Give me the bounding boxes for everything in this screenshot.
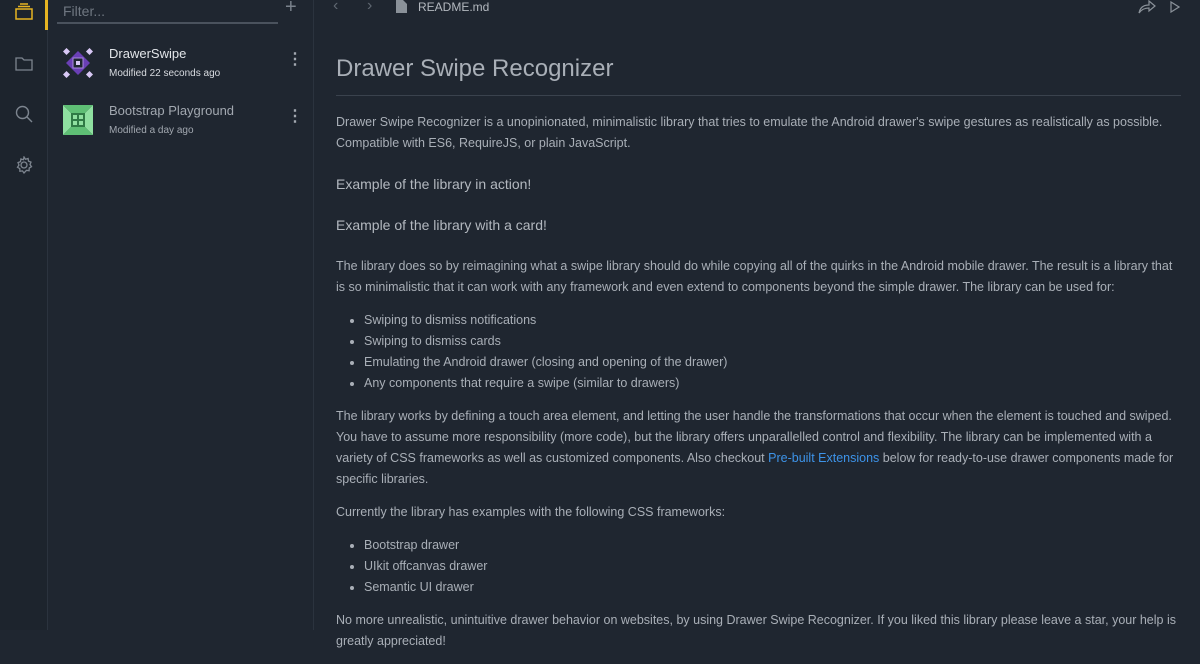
more-options-icon[interactable]: ⋮ bbox=[287, 51, 303, 68]
editor-toolbar bbox=[315, 0, 1200, 18]
activity-rail bbox=[0, 0, 48, 630]
share-icon[interactable] bbox=[1138, 0, 1156, 14]
folder-icon[interactable] bbox=[12, 51, 36, 75]
list-item[interactable] bbox=[49, 44, 314, 96]
project-modified: Modified a day ago bbox=[109, 125, 194, 136]
list-item: • Semantic UI drawer bbox=[364, 577, 1181, 598]
run-icon[interactable] bbox=[1170, 1, 1180, 13]
project-thumbnail bbox=[63, 48, 93, 78]
list-item[interactable] bbox=[49, 101, 314, 153]
file-icon bbox=[396, 0, 407, 13]
list-item: • Any components that require a swipe (similar to drawers) bbox=[364, 373, 1181, 394]
stack-icon[interactable] bbox=[12, 0, 36, 24]
list-item: • Bootstrap drawer bbox=[364, 535, 1181, 556]
example-card-heading: Example of the library with a card! bbox=[336, 217, 547, 233]
list-item: • Swiping to dismiss cards bbox=[364, 331, 1181, 352]
active-indicator bbox=[45, 0, 48, 30]
description-paragraph: The library does so by reimagining what a swipe library should do while copying all of the quirks in the Android mobile drawer. The result is a library that is so minimalistic that it can work with any framework and even extend to components beyond the simple drawer. The library can be used for: bbox=[336, 259, 1173, 294]
text: The library works by defining a touch area element, and letting the user handle the transformations that occur when the element is touched and swiped. You have to assume more responsibility (more code), but the library offers unparallelled control and flexibility. The library can be implemented with a variety of CSS frameworks as well as customized components. Also checkout bbox=[336, 409, 1172, 465]
page-title: Drawer Swipe Recognizer bbox=[336, 55, 1181, 96]
list-item: • UIkit offcanvas drawer bbox=[364, 556, 1181, 577]
frameworks-paragraph: Currently the library has examples with the following CSS frameworks: bbox=[336, 505, 726, 519]
back-icon[interactable]: ‹ bbox=[333, 0, 339, 14]
file-name: README.md bbox=[418, 0, 490, 14]
project-name: DrawerSwipe bbox=[109, 46, 187, 61]
frameworks-list bbox=[364, 535, 1181, 598]
uses-list bbox=[364, 310, 1181, 394]
closing-paragraph: No more unrealistic, unintuitive drawer behavior on websites, by using Drawer Swipe Recognizer. If you liked this library please leave a star, your help is greatly appreciated! bbox=[336, 613, 1176, 648]
how-it-works-paragraph bbox=[336, 406, 1181, 490]
example-heading: Example of the library in action! bbox=[336, 176, 532, 192]
forward-icon[interactable]: › bbox=[367, 0, 373, 14]
project-name: Bootstrap Playground bbox=[109, 103, 235, 118]
markdown-preview bbox=[336, 55, 1181, 664]
gear-icon[interactable] bbox=[12, 153, 36, 177]
intro-paragraph: Drawer Swipe Recognizer is a unopinionated, minimalistic library that tries to emulate the Android drawer's swipe gestures as realistically as possible. Compatible with ES6, RequireJS, or plain JavaScript. bbox=[336, 115, 1163, 150]
project-thumbnail bbox=[63, 105, 93, 135]
project-modified: Modified 22 seconds ago bbox=[109, 68, 221, 79]
text: below for ready-to-use drawer components made for specific libraries. bbox=[336, 451, 1174, 486]
list-item: • Emulating the Android drawer (closing and opening of the drawer) bbox=[364, 352, 1181, 373]
more-options-icon[interactable]: ⋮ bbox=[287, 108, 303, 125]
filter-input[interactable] bbox=[57, 0, 278, 24]
extensions-link[interactable]: Pre-built Extensions bbox=[768, 451, 880, 465]
list-item: • Swiping to dismiss notifications bbox=[364, 310, 1181, 331]
search-icon[interactable] bbox=[12, 102, 36, 126]
project-list bbox=[49, 0, 314, 630]
add-project-button[interactable]: + bbox=[285, 0, 297, 18]
